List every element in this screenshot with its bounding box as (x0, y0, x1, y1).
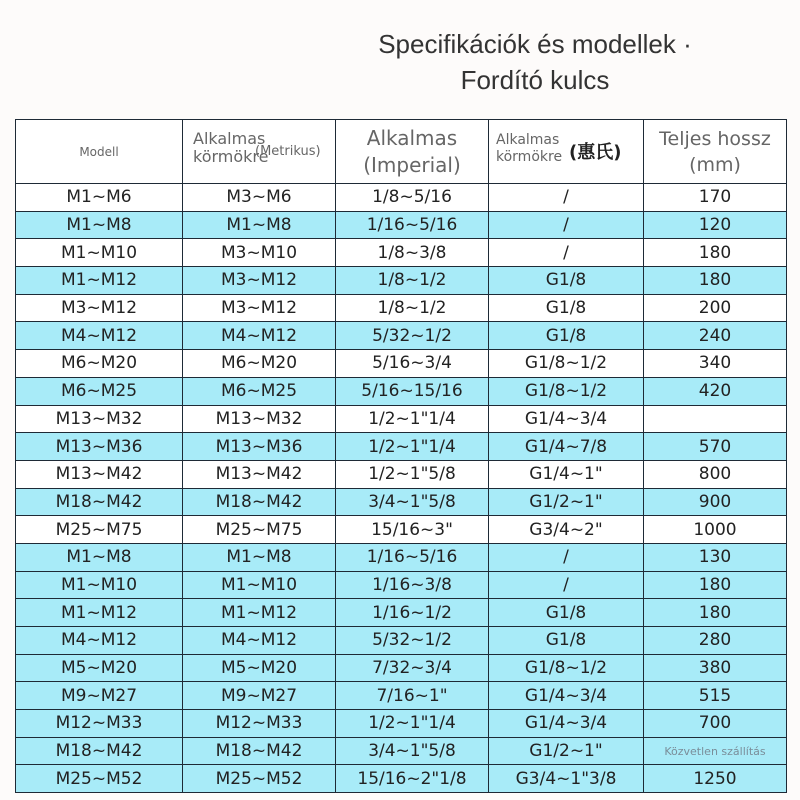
cell-length: 380 (644, 654, 787, 682)
table-row (16, 433, 787, 461)
header-metric-line1: Alkalmas (193, 129, 266, 148)
title-line-2: Fordító kulcs (460, 65, 610, 95)
cell-whitworth: G3/4~1"3/8 (489, 765, 644, 793)
cell-imperial: 3/4~1"5/8 (336, 737, 489, 765)
table-row (16, 294, 787, 322)
cell-model: M4~M12 (16, 322, 183, 350)
cell-imperial: 5/32~1/2 (336, 627, 489, 655)
cell-metric: M3~M12 (183, 267, 336, 295)
cell-length: 340 (644, 350, 787, 378)
cell-metric: M25~M75 (183, 516, 336, 544)
cell-metric: M3~M10 (183, 239, 336, 267)
cell-model: M18~M42 (16, 488, 183, 516)
cell-length: 1250 (644, 765, 787, 793)
table-row (16, 267, 787, 295)
table-row (16, 599, 787, 627)
cell-imperial: 5/16~15/16 (336, 377, 489, 405)
cell-whitworth: G1/4~3/4 (489, 405, 644, 433)
cell-metric: M1~M8 (183, 543, 336, 571)
cell-whitworth: / (489, 211, 644, 239)
cell-whitworth: G1/4~3/4 (489, 682, 644, 710)
cell-metric: M6~M20 (183, 350, 336, 378)
header-metric (183, 120, 336, 184)
cell-model: M1~M12 (16, 599, 183, 627)
cell-metric: M5~M20 (183, 654, 336, 682)
header-length (644, 120, 787, 184)
cell-length: 800 (644, 460, 787, 488)
cell-metric: M1~M12 (183, 599, 336, 627)
cell-metric: M4~M12 (183, 322, 336, 350)
cell-whitworth: / (489, 571, 644, 599)
header-model-label: Modell (79, 144, 119, 159)
cell-length: 280 (644, 627, 787, 655)
cell-imperial: 5/16~3/4 (336, 350, 489, 378)
cell-whitworth: G1/8 (489, 294, 644, 322)
cell-model: M1~M6 (16, 184, 183, 212)
cell-whitworth: G1/8 (489, 322, 644, 350)
header-imperial-line2: (Imperial) (363, 152, 461, 177)
cell-whitworth: G1/8 (489, 627, 644, 655)
header-imperial-line1: Alkalmas (366, 125, 458, 150)
cell-length: Közvetlen szállítás (644, 737, 787, 765)
cell-length: 180 (644, 267, 787, 295)
cell-model: M1~M10 (16, 239, 183, 267)
cell-imperial: 1/8~5/16 (336, 184, 489, 212)
cell-imperial: 1/8~3/8 (336, 239, 489, 267)
table-row (16, 488, 787, 516)
header-whitworth-line1: Alkalmas (496, 132, 560, 148)
cell-length: 1000 (644, 516, 787, 544)
header-whitworth-line2: körmökre (496, 149, 563, 165)
table-row (16, 737, 787, 765)
cell-length: 180 (644, 599, 787, 627)
table-row (16, 350, 787, 378)
cell-model: M6~M20 (16, 350, 183, 378)
cell-length: 515 (644, 682, 787, 710)
cell-whitworth: G1/8~1/2 (489, 377, 644, 405)
cell-imperial: 15/16~3" (336, 516, 489, 544)
cell-length: 900 (644, 488, 787, 516)
header-row (16, 120, 787, 184)
cell-length (644, 405, 787, 433)
cell-metric: M3~M6 (183, 184, 336, 212)
header-model (16, 120, 183, 184)
cell-metric: M25~M52 (183, 765, 336, 793)
cell-model: M9~M27 (16, 682, 183, 710)
cell-length: 200 (644, 294, 787, 322)
cell-imperial: 1/8~1/2 (336, 267, 489, 295)
cell-length: 180 (644, 571, 787, 599)
header-imperial (336, 120, 489, 184)
header-length-line1: Teljes hossz (659, 127, 771, 150)
cell-whitworth: G1/8 (489, 599, 644, 627)
table-row (16, 543, 787, 571)
cell-imperial: 1/2~1"1/4 (336, 405, 489, 433)
table-row (16, 211, 787, 239)
cell-model: M25~M75 (16, 516, 183, 544)
cell-imperial: 1/2~1"5/8 (336, 460, 489, 488)
table-row (16, 571, 787, 599)
cell-imperial: 7/32~3/4 (336, 654, 489, 682)
cell-imperial: 5/32~1/2 (336, 322, 489, 350)
cell-model: M1~M8 (16, 211, 183, 239)
table-row (16, 627, 787, 655)
cell-imperial: 1/16~5/16 (336, 543, 489, 571)
cell-length: 180 (644, 239, 787, 267)
cell-whitworth: G1/4~7/8 (489, 433, 644, 461)
header-whitworth (489, 120, 644, 184)
table-row (16, 239, 787, 267)
cell-metric: M18~M42 (183, 737, 336, 765)
cell-model: M1~M12 (16, 267, 183, 295)
page-title (330, 26, 740, 98)
cell-length: 130 (644, 543, 787, 571)
cell-model: M25~M52 (16, 765, 183, 793)
cell-whitworth: G1/4~1" (489, 460, 644, 488)
cell-model: M13~M36 (16, 433, 183, 461)
cell-imperial: 7/16~1" (336, 682, 489, 710)
cell-model: M6~M25 (16, 377, 183, 405)
title-line-1: Specifikációk és modellek · (378, 29, 692, 59)
cell-imperial: 3/4~1"5/8 (336, 488, 489, 516)
cell-metric: M12~M33 (183, 710, 336, 738)
table-row (16, 460, 787, 488)
cell-model: M3~M12 (16, 294, 183, 322)
cell-whitworth: / (489, 543, 644, 571)
cell-whitworth: G1/4~3/4 (489, 710, 644, 738)
table-row (16, 405, 787, 433)
cell-imperial: 1/16~3/8 (336, 571, 489, 599)
cell-model: M1~M10 (16, 571, 183, 599)
cell-model: M13~M42 (16, 460, 183, 488)
cell-whitworth: G1/8~1/2 (489, 350, 644, 378)
table-row (16, 654, 787, 682)
cell-metric: M9~M27 (183, 682, 336, 710)
cell-imperial: 1/16~5/16 (336, 211, 489, 239)
cell-metric: M1~M8 (183, 211, 336, 239)
cell-whitworth: / (489, 239, 644, 267)
table-row (16, 516, 787, 544)
cell-model: M12~M33 (16, 710, 183, 738)
cell-whitworth: G1/8~1/2 (489, 654, 644, 682)
table-row (16, 322, 787, 350)
cell-imperial: 1/16~1/2 (336, 599, 489, 627)
header-metric-line2: körmökre (193, 147, 269, 166)
cell-model: M1~M8 (16, 543, 183, 571)
cell-imperial: 1/8~1/2 (336, 294, 489, 322)
cell-whitworth: G1/8 (489, 267, 644, 295)
table-row (16, 710, 787, 738)
cell-length: 420 (644, 377, 787, 405)
header-length-line2: (mm) (689, 153, 741, 176)
cell-whitworth: G1/2~1" (489, 488, 644, 516)
cell-metric: M1~M10 (183, 571, 336, 599)
cell-imperial: 15/16~2"1/8 (336, 765, 489, 793)
cell-metric: M13~M32 (183, 405, 336, 433)
cell-model: M5~M20 (16, 654, 183, 682)
cell-length: 240 (644, 322, 787, 350)
header-metric-sub: (Metrikus) (255, 144, 321, 159)
table-row (16, 184, 787, 212)
cell-length: 170 (644, 184, 787, 212)
cell-imperial: 1/2~1"1/4 (336, 433, 489, 461)
cell-model: M18~M42 (16, 737, 183, 765)
cell-whitworth: G1/2~1" (489, 737, 644, 765)
cell-metric: M13~M42 (183, 460, 336, 488)
cell-model: M4~M12 (16, 627, 183, 655)
table-row (16, 682, 787, 710)
cell-imperial: 1/2~1"1/4 (336, 710, 489, 738)
cell-whitworth: G3/4~2" (489, 516, 644, 544)
cell-whitworth: / (489, 184, 644, 212)
cell-metric: M4~M12 (183, 627, 336, 655)
cell-length: 120 (644, 211, 787, 239)
table-row (16, 377, 787, 405)
cell-model: M13~M32 (16, 405, 183, 433)
cell-metric: M18~M42 (183, 488, 336, 516)
cell-length: 700 (644, 710, 787, 738)
cell-metric: M13~M36 (183, 433, 336, 461)
cell-metric: M6~M25 (183, 377, 336, 405)
cell-metric: M3~M12 (183, 294, 336, 322)
table-body (16, 184, 787, 793)
header-whitworth-sub: (惠氏) (569, 142, 622, 163)
table-row (16, 765, 787, 793)
cell-length: 570 (644, 433, 787, 461)
spec-table (15, 119, 787, 793)
